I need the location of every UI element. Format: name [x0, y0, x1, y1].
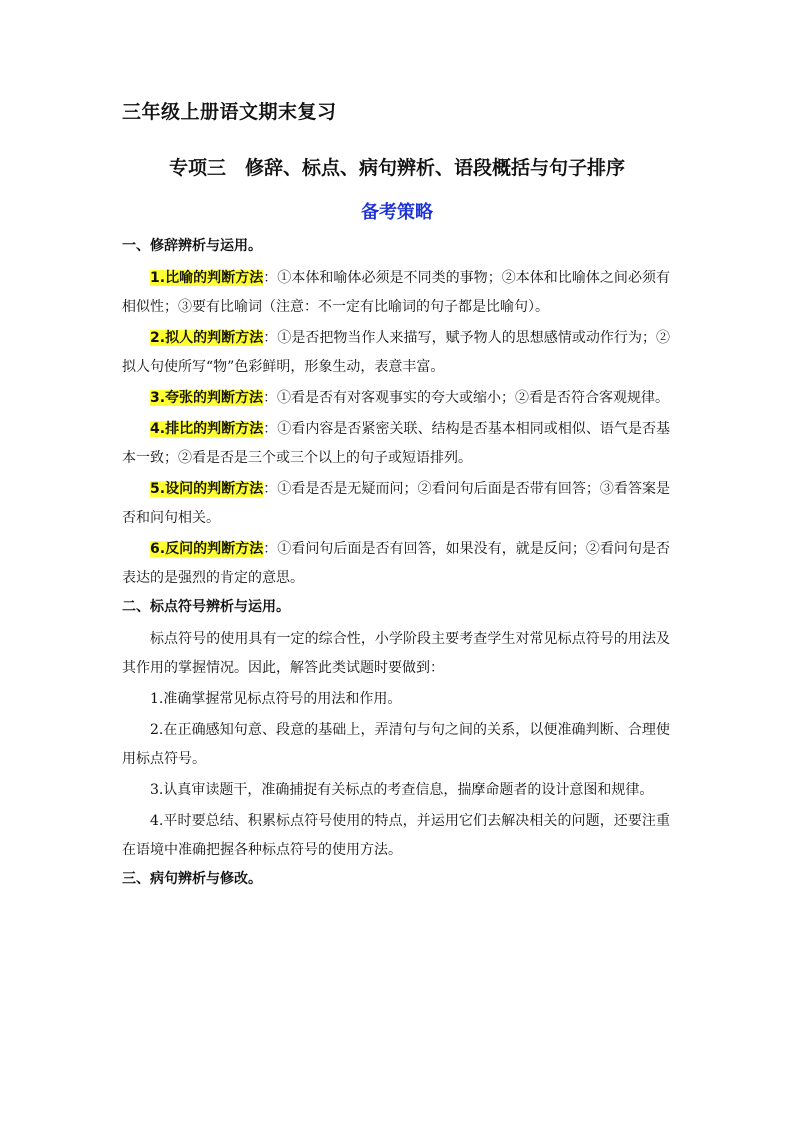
- rhetoric-item: [122, 264, 670, 322]
- punctuation-point: 3.认真审读题干，准确捕捉有关标点的考查信息，揣摩命题者的设计意图和规律。: [150, 782, 654, 798]
- method-text: ：①看问句后面是否有回答，如果没有，就是反问；②看问句是否表达的是强烈的肯定的意思。: [122, 541, 671, 586]
- method-label: 5.设问的判断方法: [150, 481, 264, 497]
- document-body: [122, 232, 670, 895]
- punctuation-point: 1.准确掌握常见标点符号的用法和作用。: [150, 691, 402, 707]
- section-heading-punctuation: 二、标点符号辨析与运用。: [122, 599, 290, 615]
- method-text: ：①看内容是否紧密关联、结构是否基本相同或相似、语气是否基本一致；②看是否是三个或三个以上的句子或短语排列。: [122, 421, 671, 466]
- topic-subtitle: 专项三 修辞、标点、病句辨析、语段概括与句子排序: [168, 157, 625, 179]
- method-label: 3.夸张的判断方法: [150, 390, 264, 406]
- method-text: ：①看是否有对客观事实的夸大或缩小；②看是否符合客观规律。: [263, 390, 670, 406]
- rhetoric-item: [122, 475, 670, 533]
- strategy-heading: 备考策略: [361, 202, 433, 223]
- rhetoric-item: [122, 324, 670, 382]
- document-title: 三年级上册语文期末复习: [122, 101, 337, 123]
- method-label: 2.拟人的判断方法: [150, 330, 264, 346]
- method-text: ：①本体和喻体必须是不同类的事物；②本体和比喻体之间必须有相似性；③要有比喻词（注意：不一定有比喻词的句子都是比喻句）。: [122, 270, 671, 315]
- method-text: ：①是否把物当作人来描写，赋予物人的思想感情或动作行为；②拟人句使所写“物”色彩鲜明，形象生动，表意丰富。: [122, 330, 671, 375]
- section-heading-rhetoric: 一、修辞辨析与运用。: [122, 238, 262, 254]
- method-label: 1.比喻的判断方法: [150, 270, 264, 286]
- punctuation-point: 4.平时要总结、积累标点符号使用的特点，并运用它们去解决相关的问题，还要注重在语境中准确把握各种标点符号的使用方法。: [122, 813, 670, 858]
- method-label: 6.反问的判断方法: [150, 541, 264, 557]
- rhetoric-item: [122, 415, 670, 473]
- rhetoric-item: [122, 535, 670, 593]
- punctuation-intro: 标点符号的使用具有一定的综合性，小学阶段主要考查学生对常见标点符号的用法及其作用的掌握情况。因此，解答此类试题时要做到：: [122, 631, 670, 676]
- method-text: ：①看是否是无疑而问；②看问句后面是否带有回答；③看答案是否和问句相关。: [122, 481, 671, 526]
- section-heading-sentence-errors: 三、病句辨析与修改。: [122, 871, 262, 887]
- rhetoric-item: [122, 384, 670, 413]
- method-label: 4.排比的判断方法: [150, 421, 264, 437]
- punctuation-point: 2.在正确感知句意、段意的基础上，弄清句与句之间的关系，以便准确判断、合理使用标点符号。: [122, 722, 670, 767]
